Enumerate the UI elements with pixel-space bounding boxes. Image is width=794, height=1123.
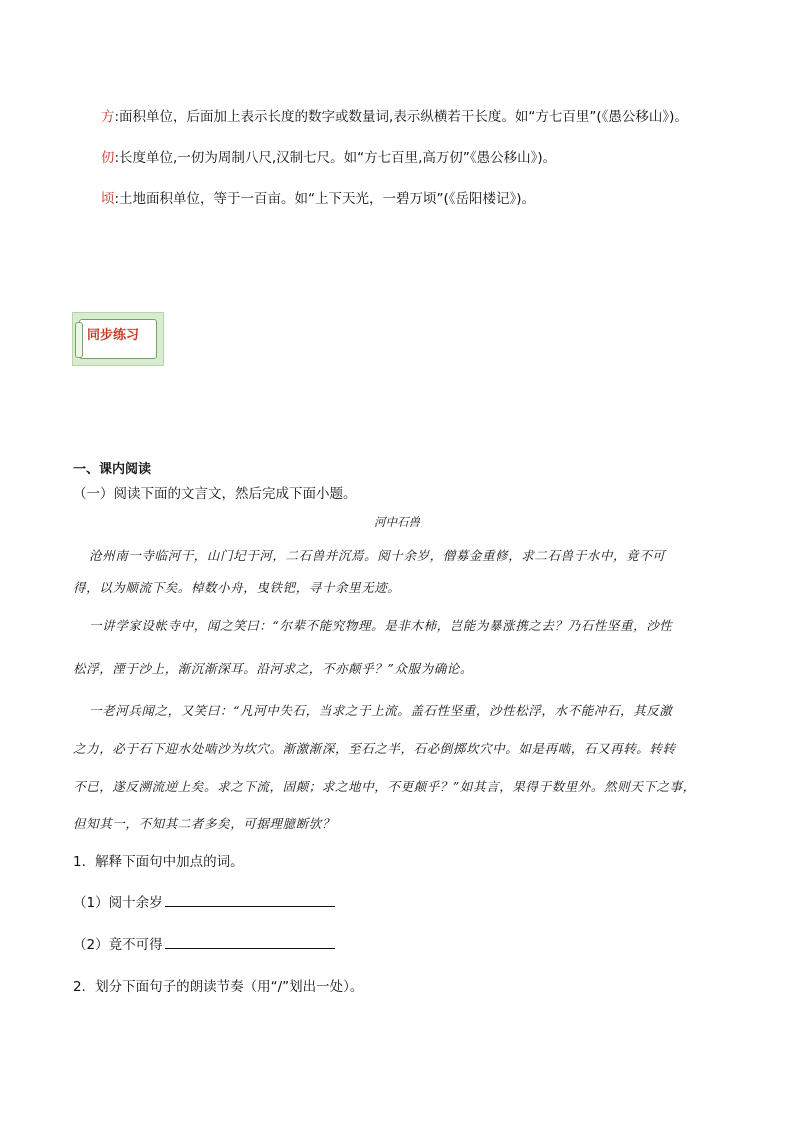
question-1-item-2 (73, 933, 335, 953)
answer-blank[interactable] (165, 892, 335, 907)
question-text: （1）阅十余岁 (73, 895, 163, 911)
banner-label: 同步练习 (87, 328, 140, 343)
passage-line: 一讲学家设帐寺中，闻之笑曰：“尔辈不能究物理。是非木柿，岂能为暴涨携之去？乃石性坚重，沙性 (89, 618, 673, 633)
question-2: 2．划分下面句子的朗读节奏（用“/”划出一处）。 (73, 979, 364, 995)
passage-line: 但知其一，不知其二者多矣，可据理臆断欤？ (73, 816, 336, 831)
question-1: 1．解释下面句中加点的词。 (73, 854, 244, 870)
question-1-item-1 (73, 891, 335, 911)
passage-line: 之力，必于石下迎水处啮沙为坎穴。渐激渐深，至石之半，石必倒掷坎穴中。如是再啮，石又再转。转转 (73, 741, 676, 756)
exercise-intro: （一）阅读下面的文言文，然后完成下面小题。 (73, 486, 357, 502)
definition-qing (101, 189, 535, 209)
passage-line: 松浮，湮于沙上，渐沉渐深耳。沿河求之，不亦颠乎？”众服为确论。 (73, 661, 473, 676)
passage-title: 河中石兽 (374, 515, 420, 529)
term-qing: 顷 (101, 191, 115, 207)
definition-text: :土地面积单位，等于一百亩。如“上下天光，一碧万顷”(《岳阳楼记》)。 (114, 191, 536, 207)
passage-line: 不已，遂反溯流逆上矣。求之下流，固颠；求之地中，不更颠乎？”如其言，果得于数里外。然则天下之事， (73, 779, 696, 794)
section-heading: 一、课内阅读 (73, 462, 152, 477)
definition-text: :长度单位,一仞为周制八尺,汉制七尺。如“方七百里,高万仞”《愚公移山》)。 (114, 150, 557, 166)
passage-line: 一老河兵闻之，又笑曰：“凡河中失石，当求之于上流。盖石性坚重，沙性松浮，水不能冲石，其反激 (89, 703, 673, 718)
definition-text: :面积单位，后面加上表示长度的数字或数量词,表示纵横若干长度。如“方七百里”(《愚公移山》)。 (114, 109, 688, 125)
passage-line: 得，以为顺流下矣。棹数小舟，曳铁钯，寻十余里无迹。 (73, 580, 401, 595)
definition-ren (101, 148, 556, 168)
answer-blank[interactable] (165, 934, 335, 949)
term-ren: 仞 (101, 150, 115, 166)
passage-line: 沧州南一寺临河干，山门圮于河，二石兽并沉焉。阅十余岁，僧募金重修，求二石兽于水中，竟不可 (89, 548, 666, 563)
term-fang: 方 (101, 109, 115, 125)
definition-fang (101, 107, 688, 127)
sync-practice-banner (72, 312, 164, 366)
question-text: （2）竟不可得 (73, 937, 163, 953)
